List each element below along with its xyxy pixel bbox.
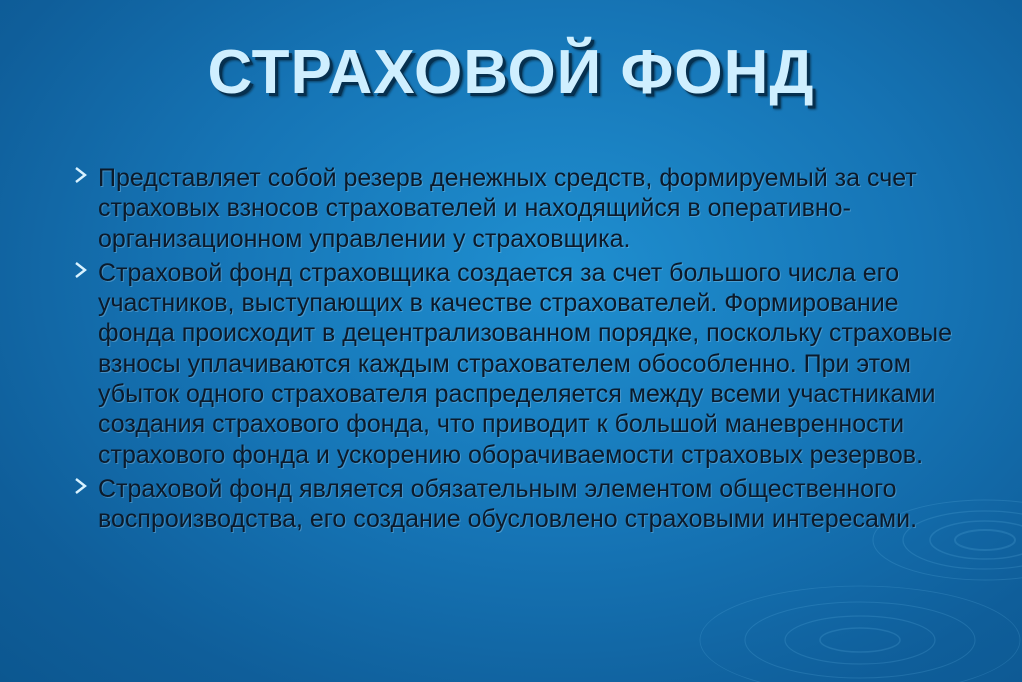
bullet-list [86,163,976,539]
chevron-right-icon [74,477,88,495]
chevron-right-icon [74,166,88,184]
chevron-right-icon [74,261,88,279]
bullet-item [86,163,976,254]
bullet-text: Страховой фонд является обязательным элементом общественного воспроизводства, его создание обусловлено страховыми интересами. [98,474,918,534]
bullet-item [86,474,976,535]
slide-title: СТРАХОВОЙ ФОНД [207,38,815,107]
bullet-item [86,258,976,470]
bullet-text: Представляет собой резерв денежных средств, формируемый за счет страховых взносов страхователей и находящийся в оперативно- организационном управлении у страховщика. [98,164,917,253]
bullet-text: Страховой фонд страховщика создается за счет большого числа его участников, выступающих в качестве страхователей. Формирование фонда происходит в децентрализованном порядке, поскольку страховые взносы уплачиваются каждым страхователем обособленно. При этом убыток одного страхователя распределяется между всеми участниками создания страхового фонда, что приводит к большой маневренности страхового фонда и ускорению оборачиваемости страховых резервов. [98,258,952,469]
